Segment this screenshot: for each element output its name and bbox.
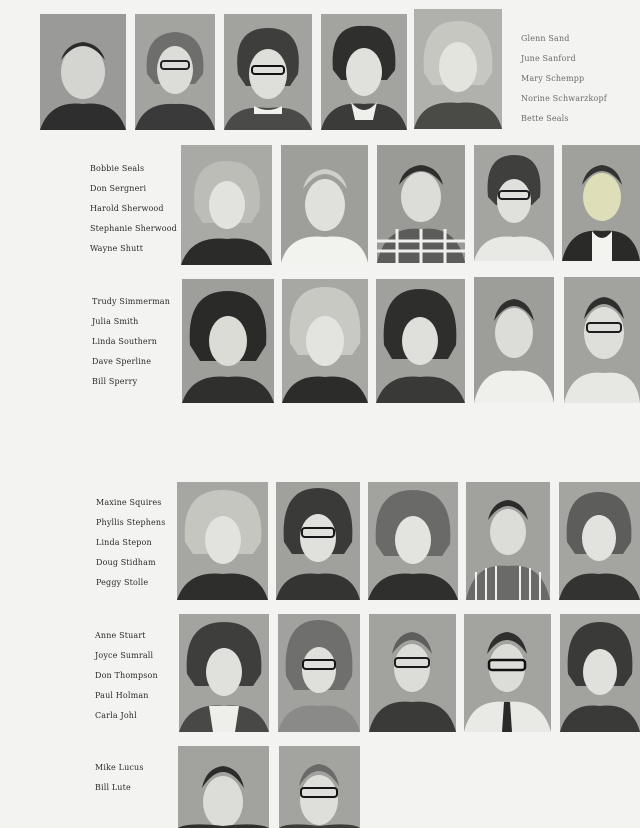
student-name: Doug Stidham	[96, 558, 156, 567]
student-name: Don Sergneri	[90, 184, 147, 193]
student-name: Bill Sperry	[92, 377, 138, 386]
student-name: Maxine Squires	[96, 498, 162, 507]
portrait-photo-june-sanford	[135, 14, 215, 130]
portrait-photo-linda-stepon	[368, 482, 458, 600]
student-name: Linda Southern	[92, 337, 158, 346]
student-name: Harold Sherwood	[90, 204, 164, 213]
student-name: June Sanford	[521, 54, 576, 63]
portrait-photo-phyllis-stephens	[276, 482, 360, 600]
portrait-photo-maxine-squires	[177, 482, 268, 600]
name-list-row-5	[95, 631, 175, 723]
name-list-row-4	[96, 498, 176, 590]
student-name: Dave Sperline	[92, 357, 152, 366]
student-name: Wayne Shutt	[90, 244, 144, 253]
student-name: Don Thompson	[95, 671, 158, 680]
name-list-row-6	[95, 763, 175, 795]
portrait-photo-glenn-sand	[40, 14, 126, 130]
portrait-photo-paul-holman	[464, 614, 551, 732]
portrait-photo-trudy-simmerman	[182, 279, 274, 403]
portrait-photo-carla-johl	[560, 614, 640, 732]
student-name: Phyllis Stephens	[96, 518, 166, 527]
student-name: Bobbie Seals	[90, 164, 145, 173]
student-name: Norine Schwarzkopf	[521, 94, 607, 103]
portrait-photo-stephanie-sherwood	[474, 145, 554, 261]
student-name: Mike Lucus	[95, 763, 144, 772]
student-name: Peggy Stolle	[96, 578, 149, 587]
student-name: Anne Stuart	[95, 631, 146, 640]
portrait-photo-bette-seals	[414, 9, 502, 129]
student-name: Paul Holman	[95, 691, 149, 700]
portrait-photo-doug-stidham	[466, 482, 550, 600]
student-name: Mary Schempp	[521, 74, 585, 83]
name-list-row-1	[521, 34, 631, 126]
portrait-photo-linda-southern	[376, 279, 465, 403]
portrait-photo-harold-sherwood	[377, 145, 465, 263]
portrait-photo-julia-smith	[282, 279, 368, 403]
student-name: Stephanie Sherwood	[90, 224, 177, 233]
portrait-photo-anne-stuart	[179, 614, 269, 732]
portrait-photo-don-sergneri	[281, 145, 368, 263]
portrait-photo-bobbie-seals	[181, 145, 272, 265]
portrait-photo-don-thompson	[369, 614, 456, 732]
student-name: Bette Seals	[521, 114, 569, 123]
portrait-photo-peggy-stolle	[559, 482, 640, 600]
portrait-photo-joyce-sumrall	[278, 614, 360, 732]
portrait-photo-bill-sperry	[564, 277, 640, 403]
student-name: Joyce Sumrall	[95, 651, 154, 660]
portrait-photo-mary-schempp	[224, 14, 312, 130]
name-list-row-2	[90, 164, 180, 256]
portrait-photo-dave-sperline	[474, 277, 554, 403]
portrait-photo-mike-lucus	[178, 746, 269, 828]
student-name: Carla Johl	[95, 711, 137, 720]
student-name: Trudy Simmerman	[92, 297, 171, 306]
student-name: Glenn Sand	[521, 34, 570, 43]
portrait-photo-norine-schwarzkopf	[321, 14, 407, 130]
student-name: Julia Smith	[92, 317, 139, 326]
portrait-photo-bill-lute	[279, 746, 360, 828]
student-name: Linda Stepon	[96, 538, 152, 547]
portrait-photo-wayne-shutt	[562, 145, 640, 261]
name-list-row-3	[92, 297, 182, 389]
student-name: Bill Lute	[95, 783, 131, 792]
